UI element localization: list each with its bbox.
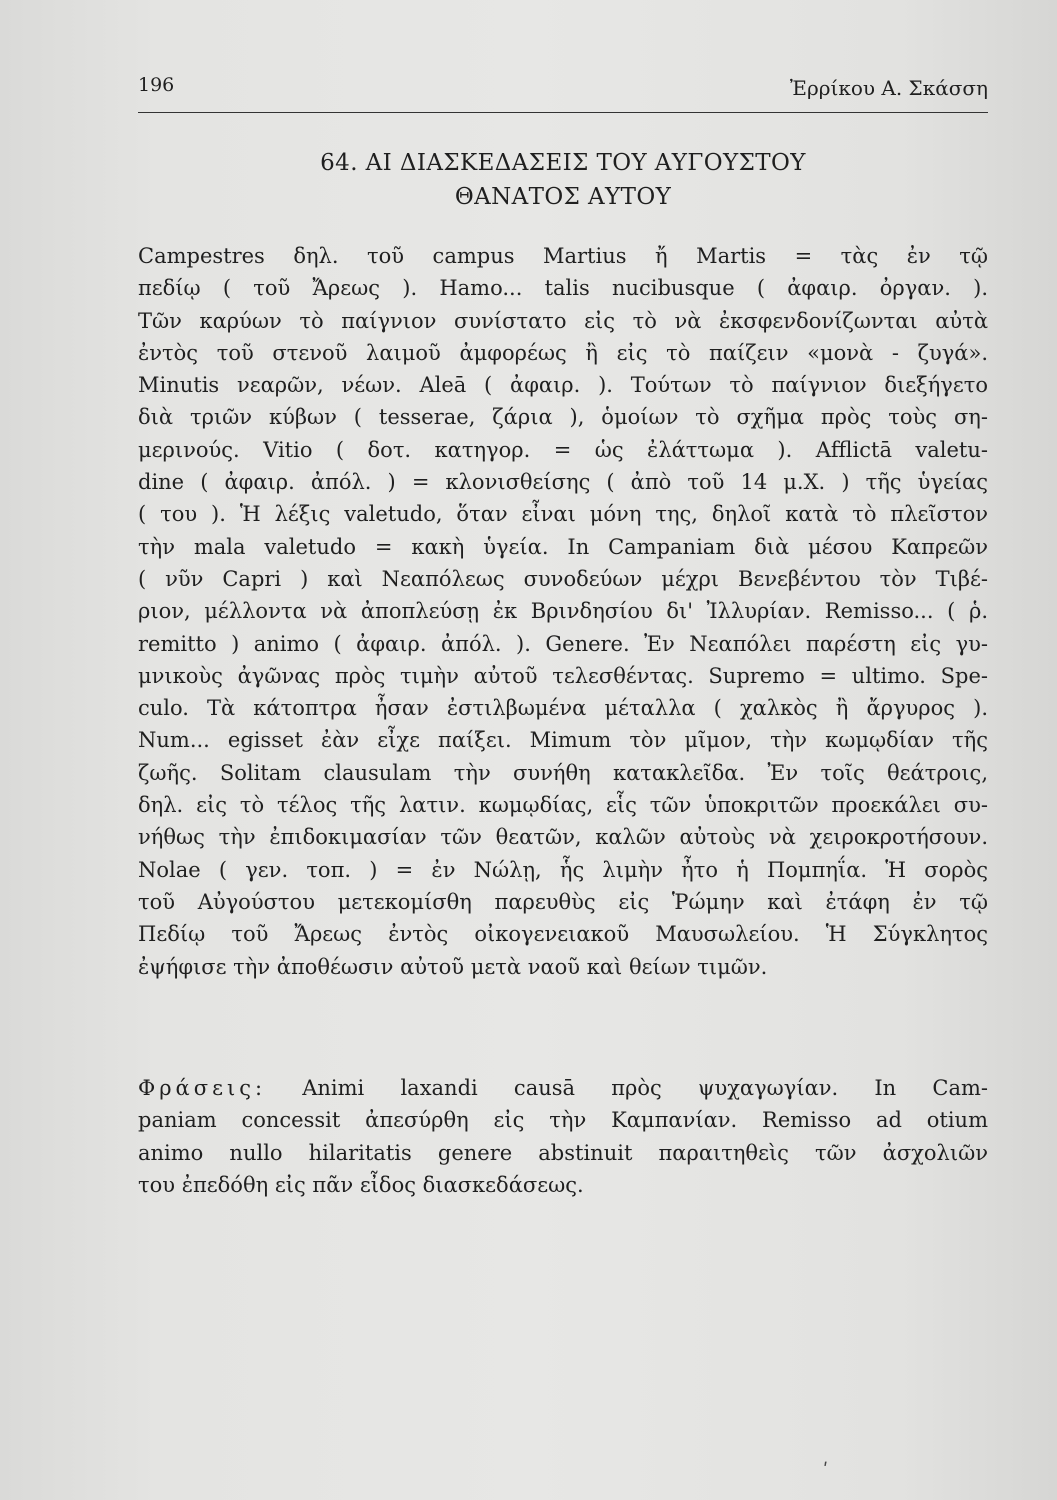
body-line: ( νῦν Capri ) καὶ Νεαπόλεως συνοδεύων μέχρι Βενεβέντου τὸν Τιβέ- [138, 566, 988, 591]
phrases-line: animo nullo hilaritatis genere abstinuit παραιτηθεὶς τῶν ἀσχολιῶν [138, 1140, 988, 1165]
running-head: Ἐρρίκου Α. Σκάσση [789, 76, 988, 100]
commentary-body [138, 240, 988, 983]
phrases-label: Φράσεις: [138, 1076, 267, 1100]
body-line: μνικοὺς ἀγῶνας πρὸς τιμὴν αὐτοῦ τελεσθέντας. Supremo = ultimo. Spe- [138, 663, 988, 688]
page-header [138, 74, 988, 98]
phrases-line-text: Animi laxandi causā πρὸς ψυχαγωγίαν. In Cam- [266, 1076, 988, 1100]
header-rule [138, 112, 988, 113]
body-line: Τῶν καρύων τὸ παίγνιον συνίστατο εἰς τὸ νὰ ἐκσφενδονίζωνται αὐτὰ [138, 308, 988, 333]
page-number: 196 [138, 74, 175, 96]
body-line: ριον, μέλλοντα νὰ ἀποπλεύσῃ ἐκ Βρινδησίου δι' Ἰλλυρίαν. Remisso... ( ῥ. [138, 599, 988, 624]
chapter-title-line-2: ΘΑΝΑΤΟΣ ΑΥΤΟΥ [454, 184, 672, 210]
phrases-section [138, 1072, 988, 1201]
body-line: Nolae ( γεν. τοπ. ) = ἐν Νώλῃ, ἧς λιμὴν ἦτο ἡ Πομπηΐα. Ἡ σορὸς [138, 857, 988, 882]
body-line: τοῦ Αὐγούστου μετεκομίσθη παρευθὺς εἰς Ῥώμην καὶ ἐτάφη ἐν τῷ [138, 889, 988, 914]
body-line: ( του ). Ἡ λέξις valetudo, ὅταν εἶναι μόνη της, δηλοῖ κατὰ τὸ πλεῖστον [138, 502, 988, 527]
body-line: πεδίῳ ( τοῦ Ἄρεως ). Hamo... talis nucibusque ( ἀφαιρ. ὀργαν. ). [138, 276, 988, 301]
body-line: ἐντὸς τοῦ στενοῦ λαιμοῦ ἀμφορέως ἢ εἰς τὸ παίζειν «μονὰ - ζυγά». [138, 340, 988, 365]
body-line: culo. Τὰ κάτοπτρα ἦσαν ἐστιλβωμένα μέταλλα ( χαλκὸς ἢ ἄργυρος ). [138, 696, 988, 721]
body-line: Minutis νεαρῶν, νέων. Aleā ( ἀφαιρ. ). Τούτων τὸ παίγνιον διεξήγετο [138, 373, 988, 398]
phrases-line: του ἐπεδόθη εἰς πᾶν εἶδος διασκεδάσεως. [138, 1172, 584, 1197]
body-line: ἐψήφισε τὴν ἀποθέωσιν αὐτοῦ μετὰ ναοῦ καὶ θείων τιμῶν. [138, 954, 768, 979]
body-line: δηλ. εἰς τὸ τέλος τῆς λατιν. κωμῳδίας, εἷς τῶν ὑποκριτῶν προεκάλει συ- [138, 793, 988, 818]
phrases-line [138, 1072, 988, 1104]
chapter-title [138, 146, 988, 214]
phrases-line: paniam concessit ἀπεσύρθη εἰς τὴν Καμπανίαν. Remisso ad otium [138, 1108, 988, 1133]
chapter-title-line-1: 64. ΑΙ ΔΙΑΣΚΕΔΑΣΕΙΣ ΤΟΥ ΑΥΓΟΥΣΤΟΥ [320, 150, 806, 176]
body-line: dine ( ἀφαιρ. ἀπόλ. ) = κλονισθείσης ( ἀπὸ τοῦ 14 μ.Χ. ) τῆς ὑγείας [138, 470, 988, 495]
body-line: μερινούς. Vitio ( δοτ. κατηγορ. = ὡς ἐλάττωμα ). Afflictā valetu- [138, 437, 988, 462]
body-line: τὴν mala valetudo = κακὴ ὑγεία. In Campaniam διὰ μέσου Καπρεῶν [138, 534, 988, 559]
body-line: Πεδίῳ τοῦ Ἄρεως ἐντὸς οἰκογενειακοῦ Μαυσωλείου. Ἡ Σύγκλητος [138, 922, 988, 947]
body-line: Num... egisset ἐὰν εἶχε παίξει. Mimum τὸν μῖμον, τὴν κωμῳδίαν τῆς [138, 728, 988, 753]
stray-mark: ʹ [823, 1460, 829, 1481]
body-line: remitto ) animo ( ἀφαιρ. ἀπόλ. ). Genere. Ἐν Νεαπόλει παρέστη εἰς γυ- [138, 631, 988, 656]
body-line: Campestres δηλ. τοῦ campus Martius ἤ Martis = τὰς ἐν τῷ [138, 244, 988, 268]
body-line: νήθως τὴν ἐπιδοκιμασίαν τῶν θεατῶν, καλῶν αὐτοὺς νὰ χειροκροτήσουν. [138, 825, 988, 850]
body-line: διὰ τριῶν κύβων ( tesserae, ζάρια ), ὁμοίων τὸ σχῆμα πρὸς τοὺς ση- [138, 405, 988, 430]
body-line: ζωῆς. Solitam clausulam τὴν συνήθη κατακλεῖδα. Ἐν τοῖς θεάτροις, [138, 760, 988, 785]
